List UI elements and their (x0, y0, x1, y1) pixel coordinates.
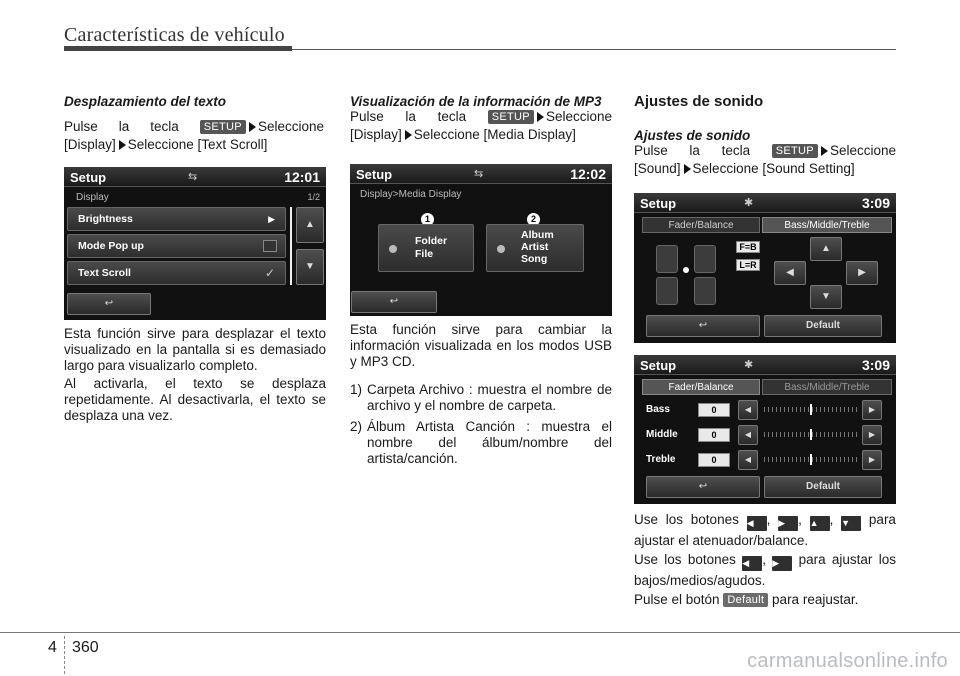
subtitle-sound-settings: Ajustes de sonido (634, 128, 751, 143)
down-button-icon: ▼ (841, 516, 861, 531)
radio-icon (389, 245, 397, 253)
band-value: 0 (698, 453, 730, 467)
instruction-line-2 (350, 127, 612, 143)
description-paragraph: Esta función sirve para cambiar la información visualizada en los modos USB y MP3 CD. (350, 322, 612, 369)
arrow-right-icon (119, 140, 126, 150)
screen-breadcrumb: Display>Media Display (360, 189, 462, 200)
menu-row-label: Mode Pop up (78, 240, 144, 252)
callout-1: 1 (421, 213, 434, 226)
band-value: 0 (698, 403, 730, 417)
intro-text: [Display] (350, 127, 402, 142)
bluetooth-icon: ✱ (744, 359, 754, 371)
seat-front-left (656, 245, 678, 273)
screenshot-display-setup (64, 167, 326, 320)
column-mp3-info (350, 94, 612, 143)
screen-clock: 3:09 (861, 357, 890, 373)
intro-text: [Display] (64, 137, 116, 152)
triangle-up-icon: ▲ (821, 243, 831, 254)
column-sound-settings (634, 94, 896, 177)
option-line: Artist (521, 241, 549, 253)
arrow-right-icon (537, 112, 544, 122)
treble-slider-knob[interactable] (810, 454, 812, 465)
seat-rear-right (694, 277, 716, 305)
instruction-eq-buttons: Use los botones ◀ , ▶ para ajustar los (634, 552, 896, 571)
back-arrow-icon: ↩ (698, 320, 708, 331)
middle-decrease-button[interactable] (738, 425, 758, 445)
intro-text: Seleccione (829, 143, 896, 158)
header-rule-thick (64, 46, 292, 51)
triangle-up-icon: ▲ (305, 219, 315, 230)
instruction-line-1 (64, 119, 324, 135)
screen-breadcrumb: Display (76, 192, 109, 203)
triangle-right-icon: ▶ (868, 430, 876, 439)
screen-clock: 3:09 (861, 195, 890, 211)
column-sound-instructions (634, 512, 896, 608)
instruction-text: Use los botones (634, 552, 736, 567)
setup-key: SETUP (488, 110, 534, 124)
menu-row-label: Text Scroll (78, 267, 131, 279)
right-button-icon: ▶ (778, 516, 798, 531)
instruction-text: bajos/medios/agudos. (634, 573, 766, 588)
intro-text: Pulse la tecla (350, 109, 467, 124)
arrow-right-icon (684, 164, 691, 174)
band-label: Middle (646, 429, 678, 440)
checkbox-icon (263, 240, 277, 252)
intro-text: Seleccione [Sound Setting] (692, 161, 855, 176)
middle-increase-button[interactable] (862, 425, 882, 445)
back-button[interactable] (646, 315, 760, 337)
scroll-down-button[interactable] (296, 249, 324, 285)
seat-front-right (694, 245, 716, 273)
screenshot-fader-balance (634, 193, 896, 343)
bass-slider-knob[interactable] (810, 404, 812, 415)
screen-page-indicator: 1/2 (307, 192, 320, 202)
menu-row-mode-popup[interactable] (67, 234, 286, 258)
instruction-text: para (868, 512, 896, 527)
triangle-down-icon: ▼ (821, 291, 831, 302)
arrow-right-icon (405, 130, 412, 140)
default-button[interactable]: Default (764, 315, 882, 337)
treble-increase-button[interactable] (862, 450, 882, 470)
instruction-text: Pulse el botón (634, 592, 720, 607)
checkmark-icon: ✓ (264, 266, 275, 280)
default-key: Default (723, 593, 768, 607)
treble-decrease-button[interactable] (738, 450, 758, 470)
screenshot-media-display (350, 164, 612, 316)
subtitle-mp3-info: Visualización de la información de MP3 (350, 94, 602, 109)
triangle-left-icon: ◀ (744, 455, 752, 464)
band-label: Bass (646, 404, 670, 415)
footer-divider (64, 636, 65, 674)
menu-row-label: Brightness (78, 213, 133, 225)
instruction-reset (634, 592, 896, 608)
arrow-right-icon (821, 146, 828, 156)
option-line: Folder (415, 235, 448, 247)
list-number: 1) (350, 382, 363, 397)
tab-bass-middle-treble[interactable]: Bass/Middle/Treble (762, 217, 892, 233)
screen-title: Setup (640, 196, 677, 211)
usb-icon: ⇆ (474, 168, 484, 180)
steps-list (350, 382, 612, 467)
left-button-icon: ◀ (747, 516, 767, 531)
bass-increase-button[interactable] (862, 400, 882, 420)
menu-row-brightness[interactable] (67, 207, 286, 231)
fader-value: F=B (736, 241, 760, 253)
usb-icon: ⇆ (188, 171, 198, 183)
triangle-left-icon: ◀ (744, 405, 752, 414)
triangle-left-icon: ◀ (744, 430, 752, 439)
intro-text: Seleccione [Text Scroll] (127, 137, 268, 152)
page-number: 360 (72, 639, 99, 656)
triangle-right-icon: ▶ (868, 455, 876, 464)
option-line: Album (521, 229, 554, 241)
instruction-line-2 (634, 161, 896, 177)
chapter-number: 4 (48, 639, 57, 656)
middle-slider-knob[interactable] (810, 429, 812, 440)
scrollbar (290, 207, 292, 285)
option-album-artist-song[interactable] (486, 224, 584, 272)
default-button[interactable]: Default (764, 476, 882, 498)
bass-decrease-button[interactable] (738, 400, 758, 420)
back-arrow-icon: ↩ (698, 481, 708, 492)
page-header-title: Características de vehículo (64, 24, 285, 46)
instruction-text: ajustar el atenuador/balance. (634, 533, 809, 548)
screen-title: Setup (640, 358, 677, 373)
option-line: Song (521, 253, 548, 265)
triangle-right-icon: ▶ (858, 267, 866, 278)
instruction-line-1 (350, 109, 612, 125)
screen-clock: 12:02 (570, 166, 606, 182)
description-paragraph: Al activarla, el texto se desplaza repetidamente. Al desactivarla, el texto se desplaza una vez. (64, 376, 326, 423)
setup-key: SETUP (200, 120, 246, 134)
fader-up-button[interactable] (810, 237, 842, 261)
scroll-up-button[interactable] (296, 207, 324, 243)
list-number: 2) (350, 419, 363, 434)
header-rule-thin (292, 49, 896, 50)
radio-icon (497, 245, 505, 253)
instruction-fader-buttons: Use los botones ◀ , ▶ , ▲ , ▼ para (634, 512, 896, 531)
screen-clock: 12:01 (284, 169, 320, 185)
list-item (350, 419, 612, 467)
balance-left-button[interactable] (774, 261, 806, 285)
screen-titlebar (634, 355, 896, 375)
list-item (350, 382, 612, 414)
balance-right-button[interactable] (846, 261, 878, 285)
up-button-icon: ▲ (810, 516, 830, 531)
instruction-text: para ajustar los (798, 552, 896, 567)
screen-titlebar (350, 164, 612, 184)
intro-text: Pulse la tecla (64, 119, 179, 134)
tab-fader-balance[interactable]: Fader/Balance (642, 217, 760, 233)
band-label: Treble (646, 454, 676, 465)
menu-row-text-scroll[interactable] (67, 261, 286, 285)
intro-text: Seleccione (257, 119, 324, 134)
play-arrow-icon: ▶ (268, 214, 275, 224)
footer-rule (0, 632, 960, 633)
back-arrow-icon: ↩ (104, 298, 114, 309)
back-button[interactable] (646, 476, 760, 498)
screenshot-bass-middle-treble (634, 355, 896, 504)
column-text-scroll-desc (64, 326, 326, 426)
arrow-right-icon (249, 122, 256, 132)
callout-2: 2 (527, 213, 540, 226)
screen-titlebar (64, 167, 326, 187)
seat-rear-left (656, 277, 678, 305)
instruction-line-2 (64, 137, 324, 153)
intro-text: [Sound] (634, 161, 681, 176)
fader-down-button[interactable] (810, 285, 842, 309)
screen-title: Setup (356, 167, 393, 182)
option-folder-file[interactable] (378, 224, 474, 272)
right-button-icon: ▶ (772, 556, 792, 571)
instruction-text: para reajustar. (772, 592, 859, 607)
band-value: 0 (698, 428, 730, 442)
balance-value: L=R (736, 259, 760, 271)
instruction-line-1 (634, 143, 896, 159)
triangle-left-icon: ◀ (786, 267, 794, 278)
site-watermark[interactable]: carmanualsonline.info (747, 650, 948, 672)
screen-title: Setup (70, 170, 107, 185)
list-text: Carpeta Archivo : muestra el nombre de archivo y el nombre de carpeta. (367, 382, 612, 413)
section-title: Ajustes de sonido (634, 93, 764, 110)
instruction-text: Use los botones (634, 512, 739, 527)
tab-bass-middle-treble[interactable]: Bass/Middle/Treble (762, 379, 892, 395)
intro-text: Seleccione [Media Display] (413, 127, 576, 142)
description-paragraph: Esta función sirve para desplazar el texto visualizado en la pantalla si es demasiado largo para visualizarlo completo. (64, 326, 326, 373)
option-line: File (415, 248, 434, 260)
intro-text: Pulse la tecla (634, 143, 751, 158)
left-button-icon: ◀ (742, 556, 762, 571)
back-arrow-icon: ↩ (389, 296, 399, 307)
tab-fader-balance[interactable]: Fader/Balance (642, 379, 760, 395)
setup-key: SETUP (772, 144, 818, 158)
back-button[interactable] (351, 291, 437, 313)
triangle-right-icon: ▶ (868, 405, 876, 414)
list-text: Álbum Artista Canción : muestra el nombre del álbum/nombre del artista/canción. (367, 419, 612, 466)
column-mp3-desc (350, 322, 612, 472)
triangle-down-icon: ▼ (305, 261, 315, 272)
column-text-scroll (64, 94, 324, 153)
intro-text: Seleccione (545, 109, 612, 124)
balance-point (683, 267, 689, 273)
subtitle-text-scroll: Desplazamiento del texto (64, 94, 227, 109)
bluetooth-icon: ✱ (744, 197, 754, 209)
screen-titlebar (634, 193, 896, 213)
back-button[interactable] (67, 293, 151, 315)
